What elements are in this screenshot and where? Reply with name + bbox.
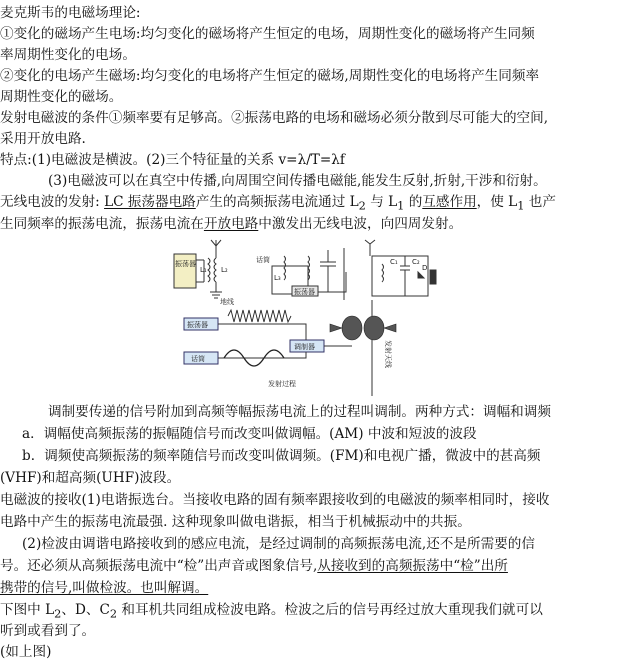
label-box-modulator: 调制器 (294, 343, 315, 351)
mutual-induction-term: 互感作用 (422, 194, 477, 210)
coil-l1 (208, 258, 210, 282)
subscript: 2 (54, 606, 62, 621)
modulation-line-4: (VHF)和超高频(UHF)波段。 (0, 470, 181, 486)
antenna-icon (211, 240, 221, 246)
paragraph-2-line-2: 周期性变化的磁场。 (0, 89, 123, 105)
label-d: D (422, 264, 428, 272)
emission-text: 中激发出无线电波，向四周发射。 (258, 216, 463, 232)
label-mic-top: 话筒 (256, 256, 270, 264)
reception-line-2: 电路中产生的振荡电流最强. 这种现象叫做电谐振，相当于机械振动中的共振。 (0, 514, 471, 530)
subscript: 2 (358, 198, 366, 213)
label-c2: C₂ (412, 258, 420, 266)
label-antenna: 发射天线 (384, 340, 392, 368)
paragraph-1-line-1: ①变化的磁场产生电场:均匀变化的磁场将产生恒定的电场，周期性变化的磁场将产生同频 (0, 26, 535, 42)
paragraph-3-line-1: 发射电磁波的条件①频率要有足够高。②振荡电路的电场和磁场必须分散到尽可能大的空间, (0, 110, 549, 126)
detection-line-2: 听到或看到了。 (0, 623, 96, 639)
paragraph-1-line-2: 率周期性变化的电场。 (0, 47, 136, 63)
demodulation-def-2: 携带的信号,叫做检波。也叫解调。 (0, 580, 209, 596)
paragraph-2-line-1: ②变化的电场产生磁场:均匀变化的电场将产生恒定的磁场,周期性变化的电场将产生同频率 (0, 68, 540, 84)
reception-line-4 (0, 556, 508, 577)
emission-text: ，使 L (476, 194, 518, 210)
label-l2: L₂ (221, 266, 228, 274)
features-line-3: (3)电磁波可以在真空中传播,向周围空间传播电磁能,能发生反射,折射,干涉和衍射。 (48, 173, 547, 189)
label-oscillator: 振荡器 (175, 260, 196, 268)
features-line: 特点:(1)电磁波是横波。(2)三个特征量的关系 v=λ/T=λf (0, 152, 345, 168)
detection-line-3: (如上图) (0, 644, 52, 660)
reception-line-5 (0, 578, 208, 599)
label-box-oscillator: 振荡器 (187, 321, 208, 329)
demodulation-def: 从接收到的高频振荡中“检”出所 (317, 558, 508, 574)
emission-text: 产生的高频振荡电流通过 L (195, 194, 359, 210)
lc-oscillator-term: LC 振荡器电路 (104, 194, 196, 210)
label-l1: L₁ (200, 266, 207, 274)
detection-text: 、D、C (61, 602, 110, 618)
detection-text: 和耳机共同组成检波电路。检波之后的信号再经过放大重现我们就可以 (117, 602, 543, 618)
emission-line-2 (0, 214, 462, 235)
coil-l2 (214, 258, 216, 282)
hf-carrier-wave (228, 310, 291, 322)
subscript: 1 (517, 198, 525, 213)
detection-text: 下图中 L (0, 602, 55, 618)
emission-text: 也产 (524, 194, 556, 210)
label-c1: C₁ (390, 258, 398, 266)
reception-text: 号。还必须从高频振荡电流中“检”出声音或图象信号, (0, 558, 318, 574)
earphone-icon (430, 270, 436, 284)
emission-text: 与 L (365, 194, 398, 210)
emission-text: 生同频率的振荡电流，振荡电流在 (0, 216, 204, 232)
subscript: 1 (397, 198, 405, 213)
circuit-figure (160, 236, 500, 398)
reception-line-1: 电磁波的接收(1)电谐振选台。当接收电路的固有频率跟接收到的电磁波的频率相同时，接收 (0, 492, 550, 508)
subscript: 2 (109, 606, 118, 621)
modulation-line-1: 调制要传递的信号附加到高频等幅振荡电流上的过程叫调制。两种方式：调幅和调频 (48, 404, 551, 420)
emission-text: 的 (404, 194, 423, 210)
emission-prefix: 无线电波的发射: (0, 194, 105, 210)
paragraph-3-line-2: 采用开放电路. (0, 131, 86, 147)
modulation-line-2: a．调幅使高频振荡的振幅随信号而改变叫做调幅。(AM) 中波和短波的波段 (22, 426, 477, 442)
heading: 麦克斯韦的电磁场理论: (0, 5, 141, 21)
modulated-wave (330, 316, 396, 340)
label-l3: L₃ (274, 274, 281, 282)
diode-icon (418, 272, 424, 278)
label-process: 发射过程 (268, 380, 296, 388)
emission-line-1 (0, 192, 556, 217)
label-box-mic: 话筒 (191, 355, 205, 363)
open-circuit-term: 开放电路 (203, 216, 259, 232)
label-ground: 地线 (220, 298, 234, 306)
modulation-line-3: b．调频使高频振荡的频率随信号而改变叫做调频。(FM)和电视广播，微波中的甚高频 (22, 448, 541, 464)
reception-line-3: (2)检波由调谐电路接收到的感应电流，是经过调制的高频振荡电流,还不是所需要的信 (22, 536, 535, 552)
label-oscillator-mid: 振荡器 (294, 288, 315, 296)
